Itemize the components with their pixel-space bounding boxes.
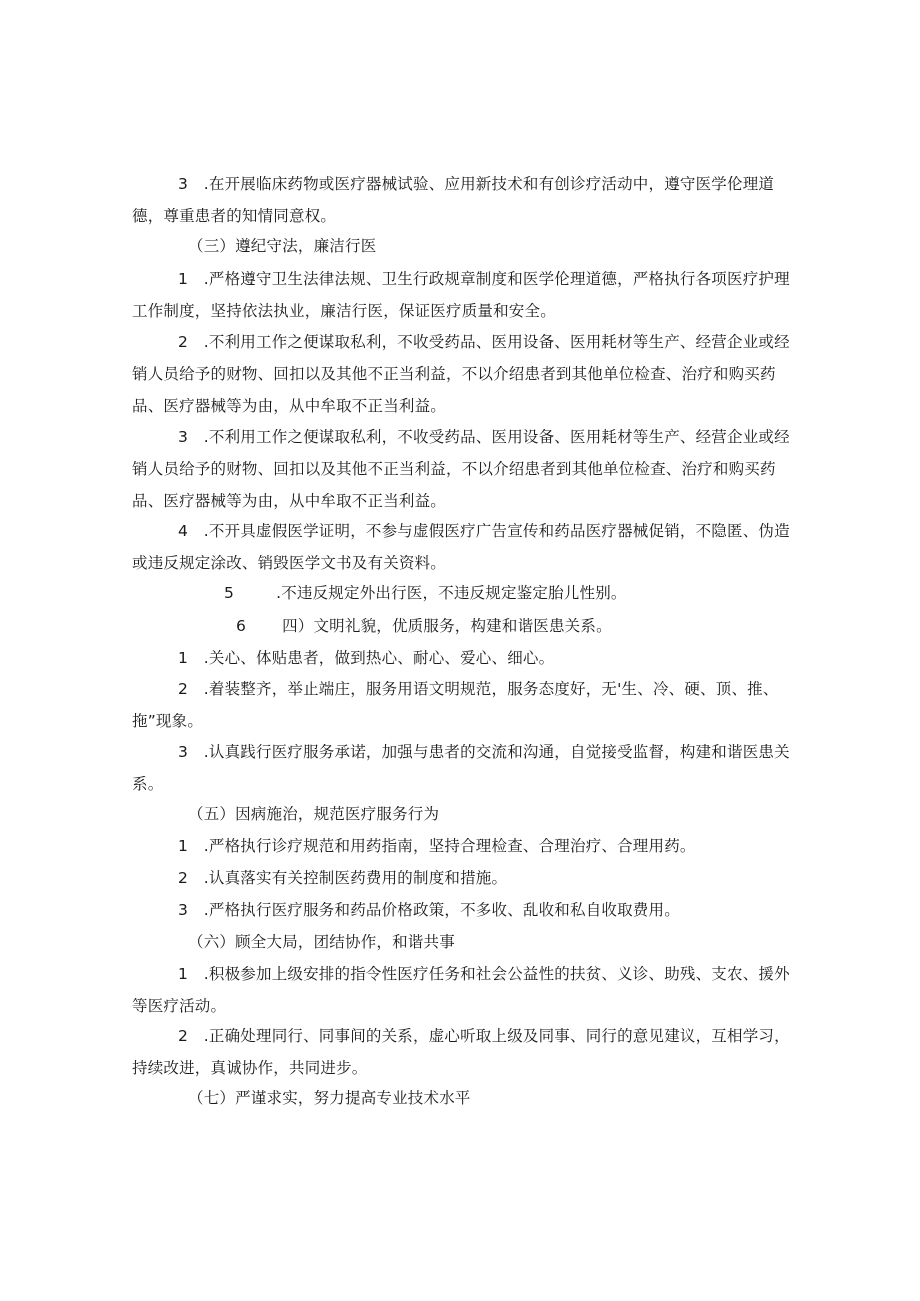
paragraph-no-private-gain-2: 2 .不利用工作之便谋取私利，不收受药品、医用设备、医用耗材等生产、经营企业或经销人员给予的财物、回扣以及其他不正当利益，不以介绍患者到其他单位检查、治疗和购买药品、医疗器械等为由，从中牟取不正当利益。 bbox=[132, 333, 790, 415]
section-heading-6: （六）顾全大局，团结协作，和谐共事 bbox=[188, 933, 455, 951]
section-heading-7: （七）严谨求实，努力提高专业技术水平 bbox=[188, 1089, 471, 1107]
item-number: 5 bbox=[224, 584, 235, 602]
paragraph-no-false-certificates: 4 .不开具虚假医学证明，不参与虚假医疗广告宣传和药品医疗器械促销，不隐匿、伪造或违反规定涂改、销毁医学文书及有关资料。 bbox=[132, 522, 790, 572]
paragraph-no-private-gain-3: 3 .不利用工作之便谋取私利，不收受药品、医用设备、医用耗材等生产、经营企业或经销人员给予的财物、回扣以及其他不正当利益，不以介绍患者到其他单位检查、治疗和购买药品、医疗器械等为由，从中牟取不正当利益。 bbox=[132, 428, 790, 510]
section-heading-4 bbox=[132, 610, 792, 642]
paragraph-colleague-relations: 2 .正确处理同行、同事间的关系，虚心听取上级及同事、同行的意见建议，互相学习，持续改进，真诚协作，共同进步。 bbox=[132, 1027, 790, 1077]
item-text: .不违反规定外出行医，不违反规定鉴定胎儿性别。 bbox=[276, 584, 627, 602]
paragraph-price-policy: 3 .严格执行医疗服务和药品价格政策，不多收、乱收和私自收取费用。 bbox=[178, 901, 680, 919]
paragraph-obey-laws: 1 .严格遵守卫生法律法规、卫生行政规章制度和医学伦理道德，严格执行各项医疗护理工作制度，坚持依法执业，廉洁行医，保证医疗质量和安全。 bbox=[132, 270, 790, 320]
paragraph-clinical-trials: 3 .在开展临床药物或医疗器械试验、应用新技术和有创诊疗活动中，遵守医学伦理道德，尊重患者的知情同意权。 bbox=[132, 175, 775, 225]
paragraph-service-commitment: 3 .认真践行医疗服务承诺，加强与患者的交流和沟通，自觉接受监督，构建和谐医患关系。 bbox=[132, 743, 790, 793]
paragraph-public-welfare: 1 .积极参加上级安排的指令性医疗任务和社会公益性的扶贫、义诊、助残、支农、援外等医疗活动。 bbox=[132, 965, 790, 1015]
paragraph-control-costs: 2 .认真落实有关控制医药费用的制度和措施。 bbox=[178, 869, 508, 887]
paragraph-no-illegal-practice bbox=[132, 577, 792, 609]
section-heading-5: （五）因病施治，规范医疗服务行为 bbox=[188, 805, 440, 823]
paragraph-diagnosis-norms: 1 .严格执行诊疗规范和用药指南，坚持合理检查、合理治疗、合理用药。 bbox=[178, 837, 696, 855]
paragraph-care-patients: 1 .关心、体贴患者，做到热心、耐心、爱心、细心。 bbox=[178, 649, 555, 667]
paragraph-dress-neatly: 2 .着装整齐，举止端庄，服务用语文明规范，服务态度好，无'生、冷、硬、顶、推、拖”现象。 bbox=[132, 680, 779, 730]
item-number: 6 bbox=[236, 617, 247, 635]
section-heading-3: （三）遵纪守法，廉洁行医 bbox=[188, 237, 377, 255]
item-text: 四）文明礼貌，优质服务，构建和谐医患关系。 bbox=[282, 617, 612, 635]
